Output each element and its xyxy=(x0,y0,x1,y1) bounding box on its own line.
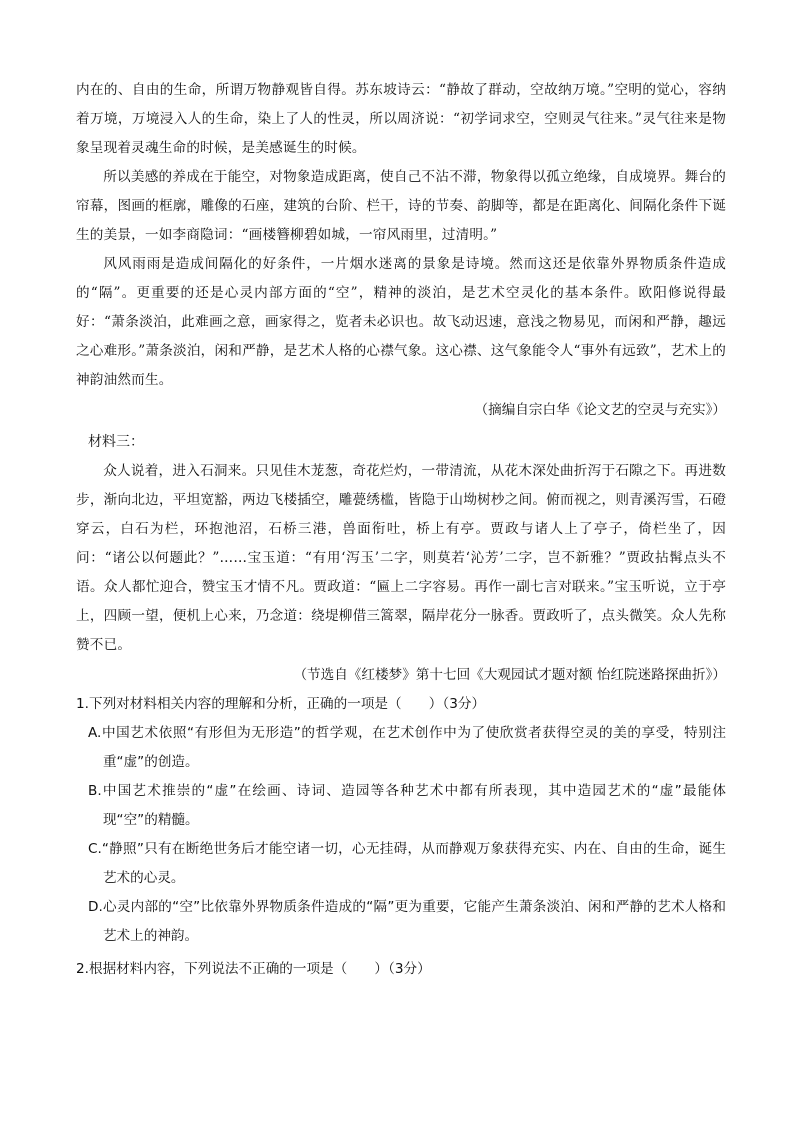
question-2-stem: 2.根据材料内容，下列说法不正确的一项是（ ）（3分） xyxy=(76,961,431,977)
question-1-option-a: A.中国艺术依照“有形但为无形造”的哲学观，在艺术创作中为了使欣赏者获得空灵的美的享受，特别注重“虚”的创造。 xyxy=(88,725,726,770)
question-1-option-b: B.中国艺术推崇的“虚”在绘画、诗词、造园等各种艺术中都有所表现，其中造园艺术的“虚”最能体现“空”的精髓。 xyxy=(88,783,726,828)
material2-paragraph-3: 风风雨雨是造成间隔化的好条件，一片烟水迷离的景象是诗境。然而这还是依靠外界物质条件造成的“隔”。更重要的还是心灵内部方面的“空”，精神的淡泊，是艺术空灵化的基本条件。欧阳修说得最好：“萧条淡泊，此难画之意，画家得之，览者未必识也。故飞动迟速，意浅之物易见，而闲和严静，趣远之心难形。”萧条淡泊，闲和严静，是艺术人格的心襟气象。这心襟、这气象能令人“事外有远致”，艺术上的神韵油然而生。 xyxy=(76,256,726,388)
document-page xyxy=(76,76,726,984)
material3-paragraph-1: 众人说着，进入石洞来。只见佳木茏葱，奇花烂灼，一带清流，从花木深处曲折泻于石隙之下。再进数步，渐向北边，平坦宽豁，两边飞楼插空，雕甍绣槛，皆隐于山坳树杪之间。俯而视之，则青溪泻雪，石磴穿云，白石为栏，环抱池沼，石桥三港，兽面衔吐，桥上有亭。贾政与诸人上了亭子，倚栏坐了，因问：“诸公以何题此？”……宝玉道：“有用‘泻玉’二字，则莫若‘沁芳’二字，岂不新雅？”贾政拈髯点头不语。众人都忙迎合，赞宝玉才情不凡。贾政道：“匾上二字容易。再作一副七言对联来。”宝玉听说，立于亭上，四顾一望，便机上心来，乃念道：绕堤柳借三篙翠，隔岸花分一脉香。贾政听了，点头微笑。众人先称赞不已。 xyxy=(76,463,726,653)
material2-source: （摘编自宗白华《论文艺的空灵与充实》） xyxy=(474,402,726,418)
question-1-option-d: D.心灵内部的“空”比依靠外界物质条件造成的“隔”更为重要，它能产生萧条淡泊、闲和严静的艺术人格和艺术上的神韵。 xyxy=(88,899,726,944)
question-1-stem: 1.下列对材料相关内容的理解和分析，正确的一项是（ ）（3分） xyxy=(76,696,486,712)
question-1-option-c: C.“静照”只有在断绝世务后才能空诸一切，心无挂碍，从而静观万象获得充实、内在、自由的生命，诞生艺术的心灵。 xyxy=(88,841,726,886)
material3-source: （节选自《红楼梦》第十七回《大观园试才题对额 怡红院迷路探曲折》） xyxy=(293,667,726,683)
material3-heading: 材料三： xyxy=(88,434,144,450)
material2-paragraph-2: 所以美感的养成在于能空，对物象造成距离，使自己不沾不滞，物象得以孤立绝缘，自成境界。舞台的帘幕，图画的框廓，雕像的石座，建筑的台阶、栏干，诗的节奏、韵脚等，都是在距离化、间隔化条件下诞生的美景，一如李商隐词：“画楼簪柳碧如城，一帘风雨里，过清明。” xyxy=(76,169,726,243)
material2-paragraph-1: 内在的、自由的生命，所谓万物静观皆自得。苏东坡诗云：“静故了群动，空故纳万境。”空明的觉心，容纳着万境，万境浸入人的生命，染上了人的性灵，所以周济说：“初学词求空，空则灵气往来。”灵气往来是物象呈现着灵魂生命的时候，是美感诞生的时候。 xyxy=(76,82,726,156)
